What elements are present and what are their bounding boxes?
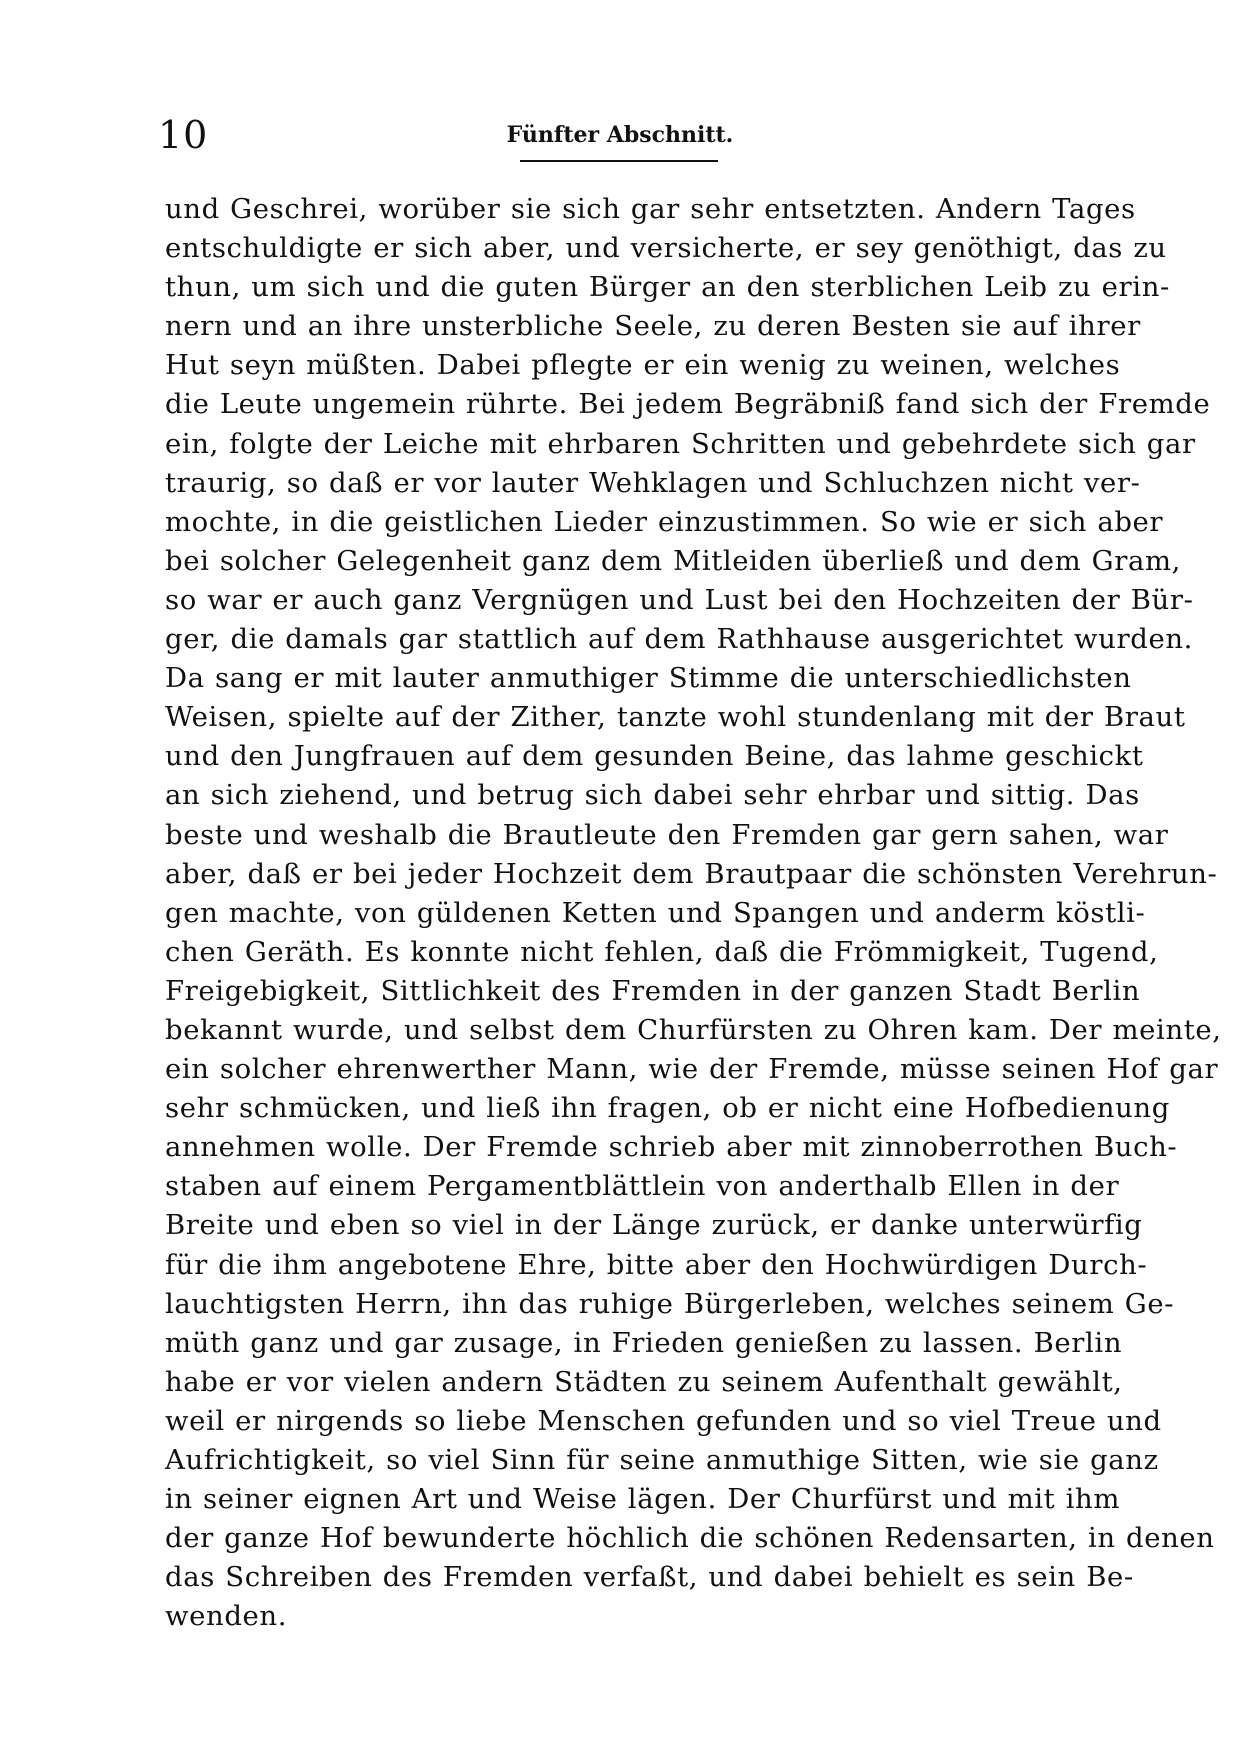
text-line: weil er nirgends so liebe Menschen gefunden und so viel Treue und xyxy=(165,1404,1162,1437)
text-line: Hut seyn müßten. Dabei pflegte er ein wenig zu weinen, welches xyxy=(165,349,1121,382)
text-line: und den Jungfrauen auf dem gesunden Beine, das lahme geschickt xyxy=(165,740,1144,773)
text-line: ein, folgte der Leiche mit ehrbaren Schritten und gebehrdete sich gar xyxy=(165,427,1196,460)
text-line: Da sang er mit lauter anmuthiger Stimme die unterschiedlichsten xyxy=(165,662,1132,695)
header-rule xyxy=(520,160,718,162)
text-line: Freigebigkeit, Sittlichkeit des Fremden in der ganzen Stadt Berlin xyxy=(165,974,1141,1007)
text-line: in seiner eignen Art und Weise lägen. Der Churfürst und mit ihm xyxy=(165,1483,1121,1516)
text-line: so war er auch ganz Vergnügen und Lust bei den Hochzeiten der Bür- xyxy=(165,583,1194,616)
text-line: ger, die damals gar stattlich auf dem Rathhause ausgerichtet wurden. xyxy=(165,623,1193,656)
text-line: traurig, so daß er vor lauter Wehklagen und Schluchzen nicht ver- xyxy=(165,466,1141,499)
text-line: entschuldigte er sich aber, und versicherte, er sey genöthigt, das zu xyxy=(165,232,1167,265)
text-line: das Schreiben des Fremden verfaßt, und dabei behielt es sein Be- xyxy=(165,1561,1134,1594)
text-line: chen Geräth. Es konnte nicht fehlen, daß die Frömmigkeit, Tugend, xyxy=(165,935,1159,968)
running-title: Fünfter Abschnitt. xyxy=(506,122,734,148)
text-line: Breite und eben so viel in der Länge zurück, er danke unterwürfig xyxy=(165,1209,1143,1242)
text-line: die Leute ungemein rührte. Bei jedem Begräbniß fand sich der Fremde xyxy=(165,388,1211,421)
text-line-final: wenden. xyxy=(165,1600,288,1633)
text-line: Aufrichtigkeit, so viel Sinn für seine anmuthige Sitten, wie sie ganz xyxy=(165,1444,1159,1476)
text-line: annehmen wolle. Der Fremde schrieb aber mit zinnoberrothen Buch- xyxy=(165,1131,1178,1164)
text-line: Weisen, spielte auf der Zither, tanzte wohl stundenlang mit der Braut xyxy=(165,701,1186,734)
text-line: bekannt wurde, und selbst dem Churfürsten zu Ohren kam. Der meinte, xyxy=(165,1013,1222,1046)
text-line: an sich ziehend, und betrug sich dabei sehr ehrbar und sittig. Das xyxy=(165,779,1140,812)
text-line: beste und weshalb die Brautleute den Fremden gar gern sahen, war xyxy=(165,818,1169,851)
text-line: und Geschrei, worüber sie sich gar sehr entsetzten. Andern Tages xyxy=(165,193,1136,225)
text-line: mochte, in die geistlichen Lieder einzustimmen. So wie er sich aber xyxy=(165,505,1164,538)
text-line: bei solcher Gelegenheit ganz dem Mitleiden überließ und dem Gram, xyxy=(165,544,1181,577)
text-line: ein solcher ehrenwerther Mann, wie der Fremde, müsse seinen Hof gar xyxy=(165,1053,1219,1086)
text-line: habe er vor vielen andern Städten zu seinem Aufenthalt gewählt, xyxy=(165,1365,1123,1398)
body-text xyxy=(165,190,1222,1636)
page-number: 10 xyxy=(158,113,209,157)
text-line: sehr schmücken, und ließ ihn fragen, ob er nicht eine Hofbedienung xyxy=(165,1092,1170,1125)
text-line: lauchtigsten Herrn, ihn das ruhige Bürgerleben, welches seinem Ge- xyxy=(165,1287,1175,1320)
text-line: nern und an ihre unsterbliche Seele, zu deren Besten sie auf ihrer xyxy=(165,310,1141,343)
text-line: thun, um sich und die guten Bürger an den sterblichen Leib zu erin- xyxy=(165,271,1170,304)
text-line: der ganze Hof bewunderte höchlich die schönen Redensarten, in denen xyxy=(165,1522,1215,1555)
text-line: für die ihm angebotene Ehre, bitte aber den Hochwürdigen Durch- xyxy=(165,1248,1148,1281)
text-line: gen machte, von güldenen Ketten und Spangen und anderm köstli- xyxy=(165,896,1146,929)
text-line: aber, daß er bei jeder Hochzeit dem Brautpaar die schönsten Verehrun- xyxy=(165,857,1218,890)
text-line: staben auf einem Pergamentblättlein von anderthalb Ellen in der xyxy=(165,1170,1120,1203)
text-line: müth ganz und gar zusage, in Frieden genießen zu lassen. Berlin xyxy=(165,1326,1123,1359)
